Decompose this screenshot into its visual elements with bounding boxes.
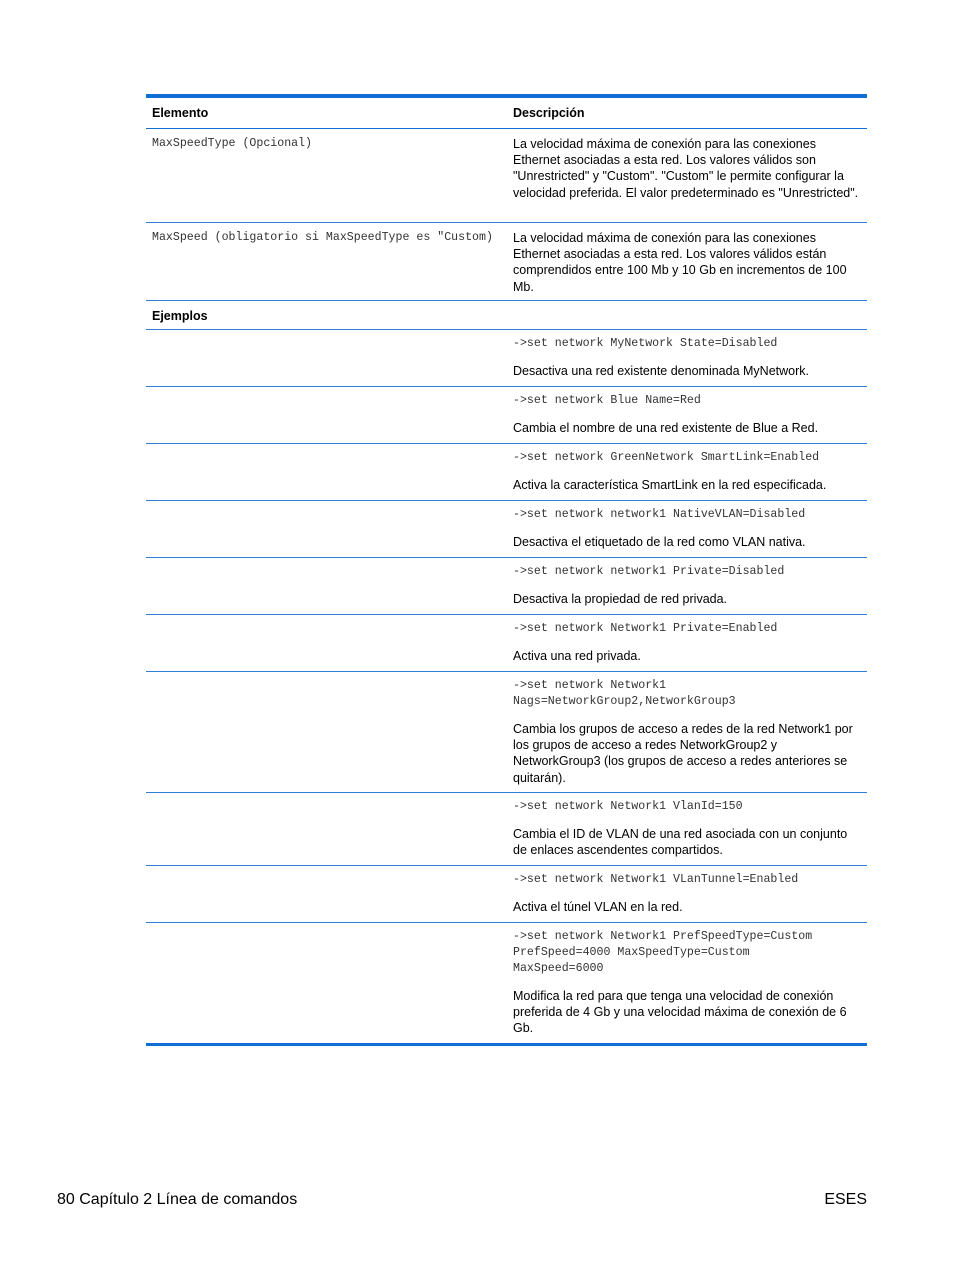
example-description: Activa el túnel VLAN en la red. xyxy=(513,900,683,914)
param-description: La velocidad máxima de conexión para las conexiones Ethernet asociadas a esta red. Los valores válidos están comprendidos entre 100 Mb y 10 Gb en incrementos de 100 Mb. xyxy=(513,231,847,294)
param-description: La velocidad máxima de conexión para las conexiones Ethernet asociadas a esta red. Los valores válidos son "Unrestricted" y "Custom". "Custom" le permite configurar la velocidad preferida. El valor predeterminado es "Unrestricted". xyxy=(513,137,859,200)
example-command: ->set network Blue Name=Red xyxy=(513,394,701,407)
example-description: Activa una red privada. xyxy=(513,649,641,663)
param-name: MaxSpeedType (Opcional) xyxy=(152,137,313,150)
example-row xyxy=(146,615,867,672)
example-row xyxy=(146,387,867,444)
table-header-row xyxy=(146,98,867,129)
example-row xyxy=(146,793,867,866)
footer-left xyxy=(57,1191,297,1209)
example-command: ->set network Network1 VlanId=150 xyxy=(513,800,743,813)
example-description: Activa la característica SmartLink en la red especificada. xyxy=(513,478,827,492)
example-row xyxy=(146,923,867,1043)
table-row xyxy=(146,223,867,301)
header-elemento: Elemento xyxy=(152,106,209,120)
example-command: ->set network network1 NativeVLAN=Disabled xyxy=(513,508,806,521)
example-description: Cambia los grupos de acceso a redes de la red Network1 por los grupos de acceso a redes NetworkGroup2 y NetworkGroup3 (los grupos de acceso a redes anteriores se quitarán). xyxy=(513,722,853,785)
example-description: Cambia el nombre de una red existente de Blue a Red. xyxy=(513,421,819,435)
example-description: Desactiva el etiquetado de la red como VLAN nativa. xyxy=(513,535,806,549)
example-command: ->set network Network1 Nags=NetworkGroup2,NetworkGroup3 xyxy=(513,679,736,708)
page-number: 80 xyxy=(57,1191,75,1208)
footer-locale: ESES xyxy=(824,1191,867,1208)
example-row xyxy=(146,672,867,793)
example-description: Modifica la red para que tenga una velocidad de conexión preferida de 4 Gb y una velocidad máxima de conexión de 6 Gb. xyxy=(513,989,847,1036)
example-row xyxy=(146,558,867,615)
examples-label-row xyxy=(146,301,867,330)
example-command: ->set network GreenNetwork SmartLink=Enabled xyxy=(513,451,820,464)
example-command: ->set network Network1 PrefSpeedType=Custom PrefSpeed=4000 MaxSpeedType=Custom MaxSpeed=6000 xyxy=(513,930,813,975)
example-command: ->set network MyNetwork State=Disabled xyxy=(513,337,778,350)
example-row xyxy=(146,330,867,387)
chapter-title: Línea de comandos xyxy=(156,1191,298,1208)
page-footer xyxy=(57,1191,867,1209)
example-row xyxy=(146,866,867,923)
examples-label: Ejemplos xyxy=(152,309,208,323)
example-row xyxy=(146,501,867,558)
header-descripcion: Descripción xyxy=(513,106,585,120)
example-command: ->set network Network1 VLanTunnel=Enabled xyxy=(513,873,799,886)
example-description: Desactiva una red existente denominada MyNetwork. xyxy=(513,364,809,378)
example-description: Cambia el ID de VLAN de una red asociada con un conjunto de enlaces ascendentes compartidos. xyxy=(513,827,848,858)
parameters-table xyxy=(146,94,867,1046)
example-command: ->set network Network1 Private=Enabled xyxy=(513,622,778,635)
example-command: ->set network network1 Private=Disabled xyxy=(513,565,785,578)
example-description: Desactiva la propiedad de red privada. xyxy=(513,592,728,606)
chapter-label: Capítulo 2 xyxy=(79,1191,153,1208)
example-row xyxy=(146,444,867,501)
param-name: MaxSpeed (obligatorio si MaxSpeedType es "Custom) xyxy=(152,231,493,244)
table-row xyxy=(146,129,867,223)
